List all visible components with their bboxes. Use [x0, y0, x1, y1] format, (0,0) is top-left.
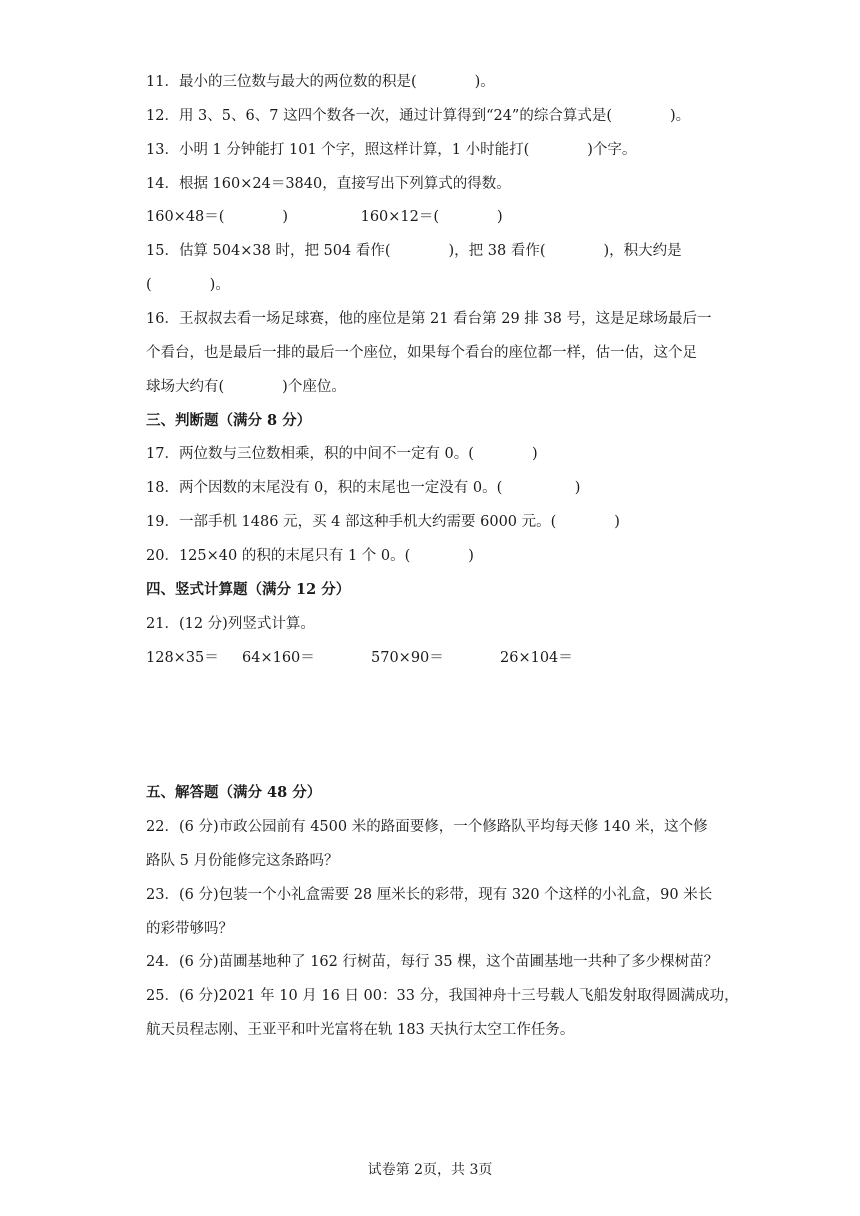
question-12: 12．用 3、5、6、7 这四个数各一次，通过计算得到“24”的综合算式是( )。 — [146, 108, 691, 124]
question-19: 19．一部手机 1486 元，买 4 部这种手机大约需要 6000 元。( ) — [146, 514, 620, 530]
page-footer: 试卷第 2页，共 3页 — [367, 1162, 493, 1178]
question-16-line-1: 16．王叔叔去看一场足球赛，他的座位是第 21 看台第 29 排 38 号，这是足球场最后一 — [146, 311, 712, 327]
question-15-line-2: ( )。 — [146, 277, 230, 293]
calc-item-3: 570×90＝ — [371, 650, 444, 666]
question-25-line-1: 25．(6 分)2021 年 10 月 16 日 00：33 分，我国神舟十三号载人飞船发射取得圆满成功， — [146, 988, 739, 1004]
question-15-line-1: 15．估算 504×38 时，把 504 看作( )，把 38 看作( )，积大约是 — [146, 243, 682, 259]
question-22-line-1: 22．(6 分)市政公园前有 4500 米的路面要修，一个修路队平均每天修 140 米，这个修 — [146, 819, 708, 835]
question-11: 11．最小的三位数与最大的两位数的积是( )。 — [146, 74, 495, 90]
calc-item-4: 26×104＝ — [500, 650, 573, 666]
question-16-line-3: 球场大约有( )个座位。 — [146, 379, 346, 395]
question-20: 20．125×40 的积的末尾只有 1 个 0。( ) — [146, 548, 474, 564]
question-22-line-2: 路队 5 月份能修完这条路吗？ — [146, 853, 339, 869]
question-16-line-2: 个看台，也是最后一排的最后一个座位，如果每个看台的座位都一样，估一估，这个足 — [146, 345, 697, 361]
question-13: 13．小明 1 分钟能打 101 个字，照这样计算，1 小时能打( )个字。 — [146, 142, 637, 158]
question-24: 24．(6 分)苗圃基地种了 162 行树苗，每行 35 棵，这个苗圃基地一共种了多少棵树苗？ — [146, 954, 719, 970]
section-5-heading: 五、解答题（满分 48 分） — [146, 784, 322, 801]
question-23-line-2: 的彩带够吗？ — [146, 921, 233, 937]
calc-item-1: 128×35＝ — [146, 650, 219, 666]
section-4-heading: 四、竖式计算题（满分 12 分） — [146, 581, 351, 598]
question-14: 14．根据 160×24＝3840，直接写出下列算式的得数。 — [146, 176, 511, 192]
question-25-line-2: 航天员程志刚、王亚平和叶光富将在轨 183 天执行太空工作任务。 — [146, 1022, 575, 1038]
calc-item-2: 64×160＝ — [242, 650, 315, 666]
question-23-line-1: 23．(6 分)包装一个小礼盒需要 28 厘米长的彩带，现有 320 个这样的小礼盒，90 米长 — [146, 887, 713, 903]
question-21: 21．(12 分)列竖式计算。 — [146, 616, 315, 632]
question-17: 17．两位数与三位数相乘，积的中间不一定有 0。( ) — [146, 446, 538, 462]
question-18: 18．两个因数的末尾没有 0，积的末尾也一定没有 0。( ) — [146, 480, 581, 496]
section-3-heading: 三、判断题（满分 8 分） — [146, 412, 312, 429]
question-14-subitems: 160×48＝( ) 160×12＝( ) — [146, 209, 503, 225]
